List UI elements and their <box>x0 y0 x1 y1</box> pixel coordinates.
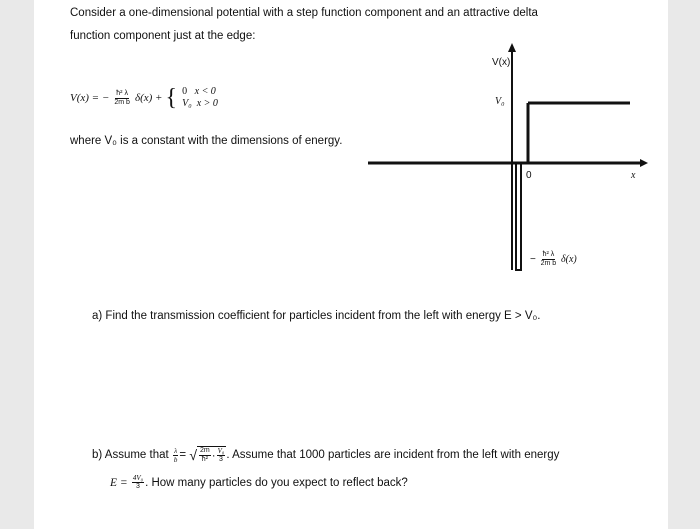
x-axis-label: x <box>631 170 636 181</box>
delta-label: − $\frac{\text{ħ² λ}}{\text{2m b}}$ δ(x) <box>530 251 577 267</box>
delta-spike <box>516 163 521 270</box>
y-axis-arrow <box>508 43 516 52</box>
equation-brace: { <box>165 85 178 111</box>
v0-label: V₀ <box>495 96 505 107</box>
intro-line-1: Consider a one-dimensional potential with a step function component and an attractive delta <box>70 7 538 19</box>
equation-delta: δ(x) + <box>134 91 163 104</box>
where-text: where V₀ is a constant with the dimensions of energy. <box>70 135 343 147</box>
intro-line-2: function component just at the edge: <box>70 30 256 42</box>
sqrt-expression: √ $\frac{2m}{\text{ħ²}}$ · $\frac{\text{V₀}}{3}$ <box>189 447 225 463</box>
y-axis-label: V(x) <box>492 57 511 68</box>
potential-equation <box>70 86 218 110</box>
part-a-text: a) Find the transmission coefficient for particles incident from the left with energy E > V₀. <box>92 310 541 322</box>
potential-graph <box>364 40 654 280</box>
part-b-line-1: b) Assume that $\frac{\lambda}{b}$ = √ $\frac{2m}{\text{ħ²}}$ · $\frac{\text{V₀}}{3}$ . Assume that 1000 particles are incident from the left with energy <box>92 446 560 464</box>
problem-page <box>34 0 668 529</box>
equation-fraction: $\frac{\text{ħ² λ}}{\text{2m b}}$ <box>114 89 130 106</box>
x-axis-arrow <box>640 159 648 167</box>
equation-cases: 0 x < 0 V₀ x > 0 <box>182 86 218 109</box>
part-b-line-2: E = $\frac{\text{4V₀}}{3}$ . How many particles do you expect to reflect back? <box>110 474 408 490</box>
equation-lhs: V(x) = − <box>70 91 110 104</box>
origin-label: 0 <box>526 170 532 181</box>
